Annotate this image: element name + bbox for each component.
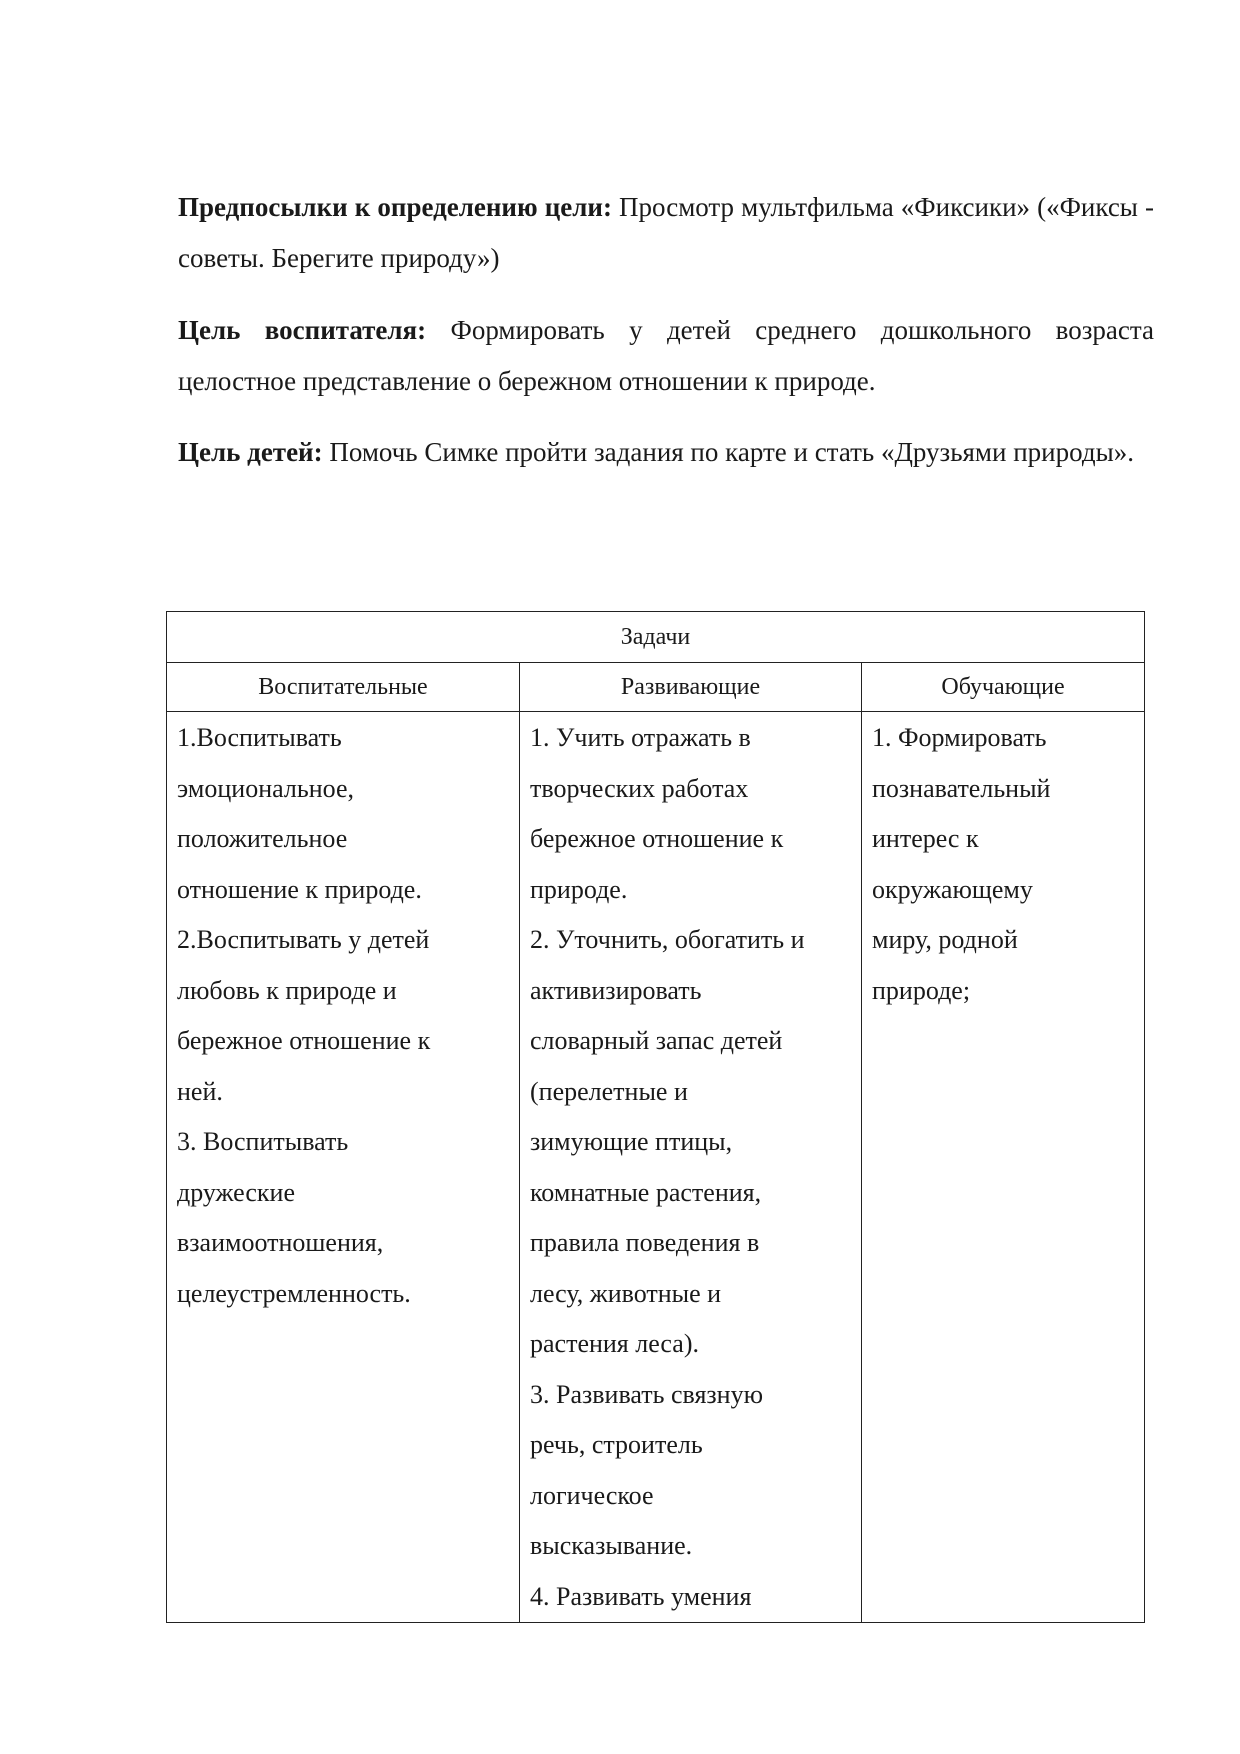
- premise-label: Предпосылки к определению цели:: [178, 192, 612, 222]
- list-item: 1. Учить отражать в: [530, 723, 751, 752]
- list-item: 3. Воспитывать: [177, 1127, 349, 1156]
- premise-paragraph: [178, 182, 1154, 284]
- developmental-tasks-cell: [520, 712, 862, 1623]
- tasks-table: [166, 611, 1145, 1623]
- list-item: познавательный: [872, 773, 1051, 803]
- premise-text: Просмотр мультфильма «Фиксики» («Фиксы - советы. Берегите природу»): [178, 192, 1155, 273]
- list-item: лесу, животные и: [530, 1278, 722, 1308]
- header-teaching: Обучающие: [862, 663, 1145, 712]
- list-item: 1.Воспитывать: [177, 723, 342, 752]
- teacher-goal-paragraph: [178, 305, 1154, 407]
- list-item: природе;: [872, 975, 971, 1005]
- children-goal-text: Помочь Симке пройти задания по карте и стать «Друзьями природы».: [329, 437, 1134, 467]
- list-item: миру, родной: [872, 925, 1018, 954]
- list-item: бережное отношение к: [530, 824, 784, 853]
- list-item: взаимоотношения,: [177, 1228, 384, 1257]
- list-item: любовь к природе и: [177, 975, 397, 1005]
- header-developmental: Развивающие: [520, 663, 862, 712]
- list-item: окружающему: [872, 874, 1033, 904]
- table-title-row: [167, 612, 1145, 663]
- table-row: [167, 712, 1145, 1623]
- list-item: 2.Воспитывать у детей: [177, 925, 430, 954]
- teacher-goal-text: Формировать у детей среднего дошкольного возраста целостное представление о бережном отношении к природе.: [178, 315, 1154, 396]
- list-item: эмоциональное,: [177, 773, 354, 803]
- list-item: целеустремленность.: [177, 1278, 411, 1308]
- list-item: природе.: [530, 874, 628, 904]
- list-item: 2. Уточнить, обогатить и: [530, 925, 805, 954]
- table-header-row: [167, 663, 1145, 712]
- list-item: активизировать: [530, 975, 702, 1005]
- table-title: Задачи: [167, 612, 1145, 663]
- list-item: дружеские: [177, 1177, 295, 1207]
- teaching-tasks-cell: [862, 712, 1145, 1623]
- list-item: зимующие птицы,: [530, 1127, 733, 1156]
- list-item: (перелетные и: [530, 1076, 688, 1106]
- header-educational: Воспитательные: [167, 663, 520, 712]
- list-item: комнатные растения,: [530, 1177, 762, 1207]
- list-item: словарный запас детей: [530, 1026, 783, 1055]
- list-item: речь, строитель: [530, 1430, 703, 1459]
- children-goal-paragraph: [178, 427, 1154, 478]
- children-goal-label: Цель детей:: [178, 437, 323, 467]
- list-item: положительное: [177, 824, 348, 853]
- educational-tasks-cell: [167, 712, 520, 1623]
- list-item: 4. Развивать умения: [530, 1581, 752, 1611]
- list-item: правила поведения в: [530, 1228, 760, 1257]
- list-item: бережное отношение к: [177, 1026, 431, 1055]
- list-item: интерес к: [872, 824, 979, 853]
- list-item: 3. Развивать связную: [530, 1379, 764, 1409]
- list-item: отношение к природе.: [177, 874, 422, 904]
- list-item: ней.: [177, 1076, 223, 1106]
- list-item: высказывание.: [530, 1531, 693, 1560]
- teacher-goal-label: Цель воспитателя:: [178, 315, 427, 345]
- list-item: творческих работах: [530, 773, 749, 803]
- list-item: растения леса).: [530, 1329, 699, 1358]
- list-item: 1. Формировать: [872, 723, 1047, 752]
- list-item: логическое: [530, 1480, 654, 1510]
